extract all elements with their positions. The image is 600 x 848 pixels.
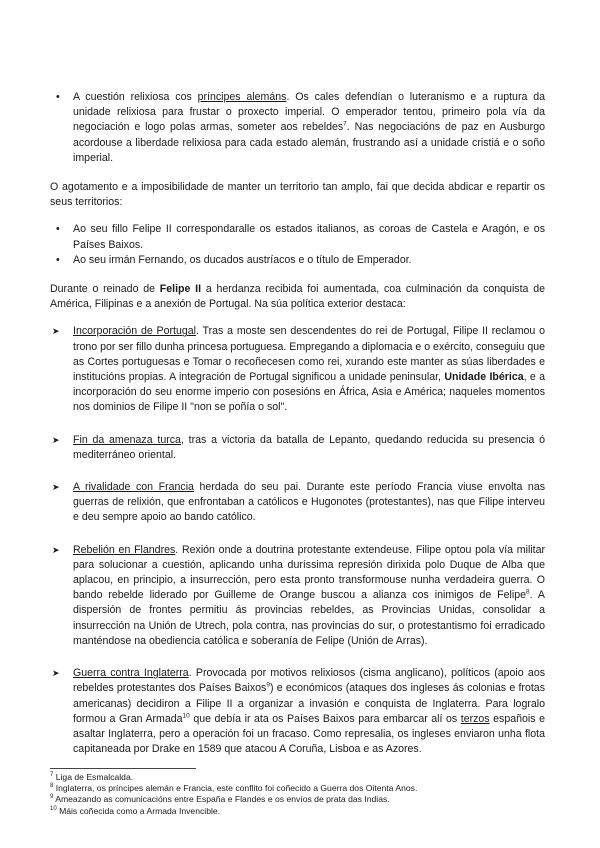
footnote-ref-8: 8 (526, 588, 530, 596)
footnote-9: $^9$ Ameazando as comunicacións entre España e Flandes e os envíos de prata das Indias. (50, 794, 390, 805)
footnote-10: $^{10}$ Máis coñecida como a Armada Invencible. (50, 805, 221, 816)
footnote-separator (50, 768, 196, 769)
paragraph-felipe-reign: Durante o reinado de Felipe II a herdanza recibida foi aumentada, coa culminación da conquista de América, Filipinas e a anexión de Portugal. Na súa política exterior destaca: (50, 283, 545, 311)
bullet-felipe: • Ao seu fillo Felipe II correspondaralle os estados italianos, as coroas de Castela e Aragón, e os Países Baixos. (56, 223, 545, 251)
item-flanders-rebellion: ➤ Rebelión en Flandres. Rexión onde a doutrina protestante extendeuse. Filipe optou pola vía militar para solucionar a cuestión, aplicando unha duríssima represión dirixida polo Duque de Alba que aplacou, en principio, a insurrección, pero esta pronto transformouse nunha verdadeira guerra. O bando rebelde liderado por Guilleme de Orange buscou a alianza cos inimigos de Felipe$^8$. A dispersión de frontes permitiu ás provincias rebeldes, as Provincias Unidas, consolidar a insurrección na Unión de Utrech, pola contra, nas provincias do sur, o protestantismo foi erradicado manténdose na obediencia católica e soberanía de Felipe (Unión de Arras). (52, 543, 546, 647)
footnote-8: $^8$ Inglaterra, os príncipes alemán e Francia, este conflito foi coñecido a Guerra dos Oitenta Anos. (50, 783, 418, 794)
item-portugal: ➤ Incorporación de Portugal. Tras a moste sen descendentes do rei de Portugal, Filipe II reclamou o trono por ser fillo dunha princesa portuguesa. Empregando a diplomacia e o exército, conseguiu que as Cortes portuguesas e Tomar o recoñecesen como rei, xurando este manter as súas liberdades e institucións propias. A integración de Portugal significou a unidade peninsular, Unidade Ibérica, e a incorporación do seu enorme imperio con posesións en África, Asia e América; naqueles momentos nos dominios de Filipe II "non se poñía o sol". (52, 325, 545, 414)
footnote-ref-7: 7 (343, 120, 347, 128)
footnote-ref-10: 10 (182, 712, 190, 720)
document-body (50, 90, 545, 757)
footnotes (50, 772, 550, 817)
arrow-bullet-icon: ➤ (52, 668, 60, 679)
footnote-ref-9: 9 (266, 681, 270, 689)
footnote-7: $^7$ Liga de Esmalcalda. (50, 772, 134, 782)
bullet-marker: • (56, 253, 60, 266)
arrow-bullet-icon: ➤ (52, 544, 60, 555)
item-england-war: ➤ Guerra contra Inglaterra. Provocada por motivos relixiosos (cisma anglicano), políticos (apoio aos rebeldes protestantes dos Países Baixos$^9$) e económicos (ataques dos ingleses ás colonias e frotas americanas) decidiron a Filipe II a organizar a invasión e conquista de Inglaterra. Para logralo formou a Gran Armada$^{10}$ que debía ir ata os Países Baixos para embarcar alí os terzos españois e asaltar Inglaterra, pero a operación foi un fracaso. Como represalia, os ingleses enviaron unha flota capitaneada por Drake en 1589 que atacou A Coruña, Lisboa e as Azores. (52, 667, 546, 756)
item-turkish-threat: ➤ Fin da amenaza turca, tras a victoria da batalla de Lepanto, quedando reducida su presencia ó mediterráneo oriental. (52, 433, 545, 461)
bullet-religious-question: • A cuestión relixiosa cos príncipes alemáns. Os cales defendían o luteranismo e a ruptura da unidade relixiosa para frustar o proxecto imperial. O emperador tentou, primeiro pola vía da negociación e logo polas armas, someter aos rebeldes$^7$. Nas negociacións de paz en Ausburgo acordouse a liberdade relixiosa para cada estado alemán, frustrando así a unidade cristiá e o soño imperial. (56, 91, 545, 164)
arrow-bullet-icon: ➤ (52, 326, 60, 337)
bullet-fernando: • Ao seu irmán Fernando, os ducados austríacos e o título de Emperador. (50, 253, 545, 268)
arrow-bullet-icon: ➤ (52, 434, 60, 445)
item-france-rivalry: ➤ A rivalidade con Francia herdada do seu pai. Durante este período Francia viuse envolta nas guerras de relixión, que enfrontaban a católicos e Hugonotes (protestantes), nas que Filipe interveu e deu sempre apoio ao bando católico. (52, 481, 546, 524)
paragraph-abdication: O agotamento e a imposibilidade de manter un territorio tan amplo, fai que decida abdicar e repartir os seus territorios: (50, 181, 545, 209)
bullet-marker: • (56, 223, 60, 236)
german-princes-link: príncipes alemáns (197, 91, 287, 103)
bullet-marker: • (56, 91, 60, 103)
arrow-bullet-icon: ➤ (52, 482, 60, 493)
